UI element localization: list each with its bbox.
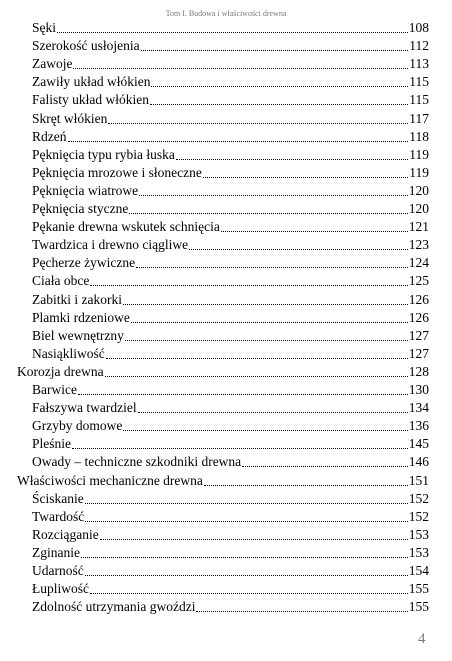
- toc-dot-leader: [57, 32, 408, 33]
- toc-entry-label: Pęknięcia mrozowe i słoneczne: [32, 164, 202, 180]
- toc-entry-label: Plamki rdzeniowe: [32, 309, 130, 325]
- toc-entry-row: [32, 253, 429, 271]
- toc-entry-label: Pęcherze żywiczne: [32, 255, 136, 271]
- toc-entry-label: Owady – techniczne szkodniki drewna: [32, 454, 242, 470]
- toc-entry-page: 115: [409, 74, 429, 90]
- toc-entry-label: Zdolność utrzymania gwoździ: [32, 599, 196, 615]
- toc-entry-row: [32, 344, 429, 362]
- toc-entry-page: 145: [408, 436, 429, 452]
- toc-dot-leader: [108, 123, 408, 124]
- toc-entry-row: [32, 217, 429, 235]
- toc-dot-leader: [73, 68, 408, 69]
- toc-entry-row: [32, 145, 429, 163]
- toc-entry-page: 120: [408, 182, 429, 198]
- running-header: Tom I. Budowa i właściwości drewna: [165, 9, 287, 18]
- toc-entry-label: Zginanie: [32, 544, 80, 560]
- toc-entry-page: 155: [408, 599, 429, 615]
- toc-entry-row: [32, 579, 429, 597]
- toc-entry-label: Zawoje: [32, 56, 73, 72]
- toc-entry-label: Rozciąganie: [32, 526, 99, 542]
- toc-entry-page: 152: [408, 490, 429, 506]
- toc-entry-row: [32, 398, 429, 416]
- toc-entry-page: 155: [408, 581, 429, 597]
- toc-entry-page: 120: [408, 201, 429, 216]
- toc-dot-leader: [90, 593, 408, 594]
- toc-entry-label: Pękanie drewna wskutek schnięcia: [32, 219, 220, 235]
- toc-entry-row: [32, 271, 429, 289]
- toc-entry-row: [32, 416, 429, 434]
- toc-entry-label: Ciała obce: [32, 273, 90, 289]
- toc-entry-label: Nasiąkliwość: [32, 345, 105, 361]
- toc-entry-page: 153: [408, 544, 429, 560]
- toc-entry-row: [32, 434, 429, 452]
- toc-entry-label: Pęknięcia typu rybia łuska: [32, 146, 175, 162]
- toc-entry-label: Właściwości mechaniczne drewna: [17, 472, 203, 488]
- toc-entry-page: 113: [409, 56, 429, 72]
- toc-entry-row: [32, 18, 429, 36]
- toc-entry-row: [32, 199, 429, 217]
- toc-entry-row: [32, 127, 429, 145]
- toc-entry-page: 124: [408, 255, 429, 271]
- toc-entry-page: 128: [408, 363, 429, 379]
- toc-entry-row: [32, 597, 429, 615]
- toc-entry-page: 153: [408, 526, 429, 542]
- toc-dot-leader: [139, 195, 408, 196]
- toc-entry-row: [32, 109, 429, 127]
- toc-entry-row: [32, 90, 429, 108]
- toc-entry-row: [32, 525, 429, 543]
- toc-dot-leader: [203, 177, 408, 178]
- toc-entry-label: Fałszywa twardziel: [32, 400, 137, 416]
- toc-entry-label: Biel wewnętrzny: [32, 327, 124, 343]
- toc-section-row: [17, 471, 429, 489]
- toc-entry-page: 119: [409, 164, 429, 180]
- toc-entry-page: 127: [408, 327, 429, 343]
- toc-dot-leader: [78, 394, 408, 395]
- toc-entry-page: 154: [408, 563, 429, 578]
- toc-entry-page: 134: [408, 400, 429, 416]
- toc-section-row: [17, 362, 429, 380]
- toc-dot-leader: [85, 521, 407, 522]
- toc-dot-leader: [131, 322, 408, 323]
- toc-entry-label: Sęki: [32, 20, 57, 35]
- toc-entry-label: Twardzica i drewno ciągliwe: [32, 237, 189, 253]
- toc-entry-page: 121: [408, 219, 429, 235]
- toc-dot-leader: [123, 430, 407, 431]
- toc-entry-label: Grzyby domowe: [32, 418, 123, 434]
- toc-entry-label: Ściskanie: [32, 490, 84, 506]
- toc-dot-leader: [123, 304, 408, 305]
- toc-entry-label: Pęknięcia wiatrowe: [32, 182, 139, 198]
- toc-entry-row: [32, 181, 429, 199]
- toc-dot-leader: [106, 358, 408, 359]
- toc-entry-page: 119: [409, 146, 429, 162]
- toc-entry-label: Szerokość usłojenia: [32, 38, 140, 54]
- toc-dot-leader: [129, 213, 407, 214]
- toc-entry-label: Zabitki i zakorki: [32, 291, 122, 307]
- toc-entry-row: [32, 54, 429, 72]
- toc-entry-label: Korozja drewna: [17, 363, 104, 379]
- toc-entry-row: [32, 308, 429, 326]
- toc-entry-row: [32, 543, 429, 561]
- toc-dot-leader: [204, 485, 408, 486]
- toc-entry-page: 117: [409, 110, 429, 126]
- toc-dot-leader: [105, 376, 408, 377]
- toc-entry-label: Falisty układ włókien: [32, 92, 149, 108]
- toc-dot-leader: [221, 231, 408, 232]
- toc-entry-row: [32, 561, 429, 579]
- toc-entry-label: Skręt włókien: [32, 110, 108, 126]
- toc-entry-page: 112: [409, 38, 429, 54]
- toc-dot-leader: [85, 575, 408, 576]
- toc-entry-label: Pleśnie: [32, 436, 71, 452]
- toc-entry-row: [32, 489, 429, 507]
- toc-entry-page: 108: [408, 20, 429, 35]
- toc-dot-leader: [85, 503, 408, 504]
- toc-dot-leader: [151, 86, 408, 87]
- toc-dot-leader: [138, 412, 408, 413]
- toc-entry-page: 126: [408, 291, 429, 307]
- toc-entry-label: Udarność: [32, 563, 84, 578]
- toc-entry-page: 130: [408, 382, 429, 397]
- toc-dot-leader: [176, 159, 408, 160]
- toc-entry-page: 118: [409, 128, 429, 144]
- toc-entry-label: Pęknięcia styczne: [32, 201, 129, 216]
- toc-entry-page: 152: [408, 508, 429, 524]
- toc-entry-row: [32, 36, 429, 54]
- toc-dot-leader: [150, 104, 408, 105]
- toc-entry-page: 126: [408, 309, 429, 325]
- toc-entry-label: Twardość: [32, 508, 85, 524]
- toc-entry-row: [32, 72, 429, 90]
- toc-dot-leader: [141, 50, 409, 51]
- toc-dot-leader: [100, 539, 408, 540]
- toc-entry-label: Zawiły układ włókien: [32, 74, 151, 90]
- toc-dot-leader: [125, 340, 408, 341]
- toc-entry-page: 123: [408, 237, 429, 253]
- toc-dot-leader: [81, 557, 408, 558]
- toc-entry-page: 136: [408, 418, 429, 434]
- toc-entry-page: 146: [408, 454, 429, 470]
- toc-entry-label: Łupliwość: [32, 581, 89, 597]
- toc-entry-page: 127: [408, 345, 429, 361]
- toc-entry-page: 125: [408, 273, 429, 289]
- toc-dot-leader: [68, 141, 409, 142]
- toc-entry-row: [32, 290, 429, 308]
- toc-entry-page: 151: [408, 472, 429, 488]
- toc-entry-row: [32, 507, 429, 525]
- toc-dot-leader: [189, 249, 408, 250]
- toc-dot-leader: [136, 267, 408, 268]
- toc-entry-page: 115: [409, 92, 429, 108]
- toc-entry-row: [32, 326, 429, 344]
- page-number: 4: [418, 631, 426, 647]
- toc-entry-row: [32, 380, 429, 398]
- toc-entry-row: [32, 452, 429, 470]
- toc-dot-leader: [196, 611, 407, 612]
- toc-dot-leader: [90, 285, 407, 286]
- toc-entry-label: Rdzeń: [32, 128, 67, 144]
- toc-dot-leader: [72, 448, 408, 449]
- toc-dot-leader: [242, 466, 408, 467]
- toc-entry-row: [32, 163, 429, 181]
- toc-entry-label: Barwice: [32, 382, 77, 397]
- toc-entry-row: [32, 235, 429, 253]
